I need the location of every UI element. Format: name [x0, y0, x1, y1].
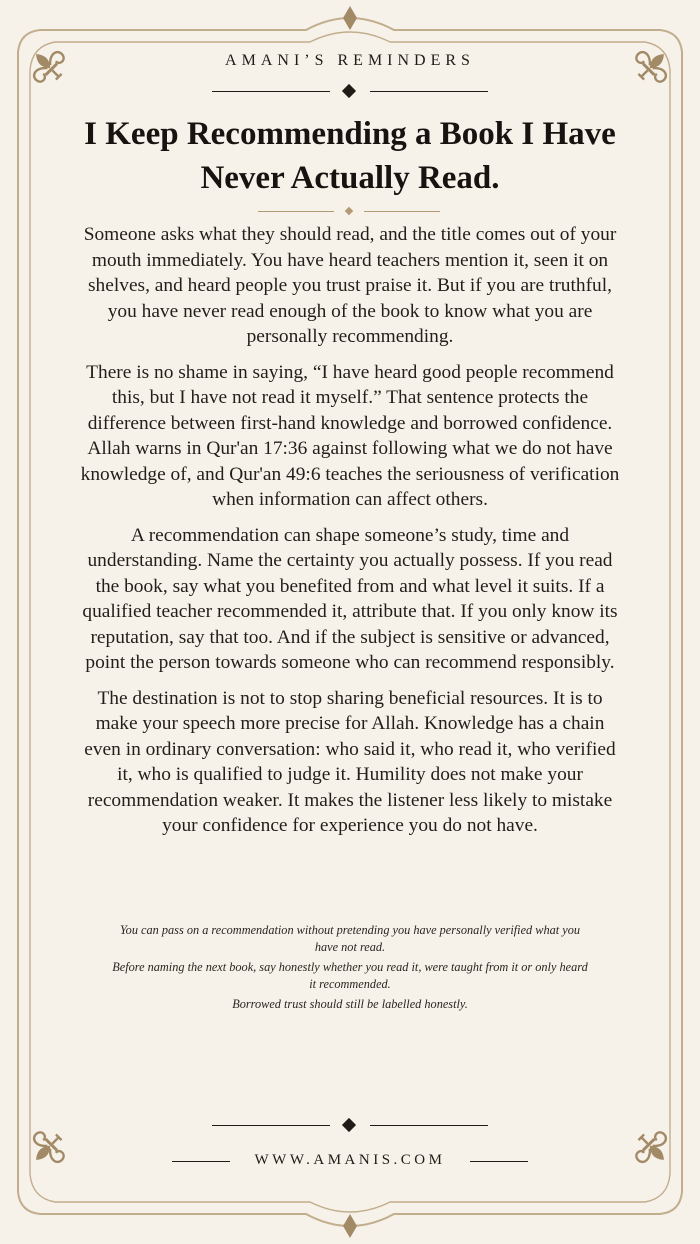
paragraph: A recommendation can shape someone’s study, time and understanding. Name the certainty you actually possess. If you read the book, say what you benefited from and what level it suits. If a qualified teacher recommended it, attribute that. If you only know its reputation, say that too. And if the subject is sensitive or advanced, point the person towards someone who can recommend responsibly.: [82, 524, 618, 673]
closing-notes: [110, 922, 590, 1016]
page-title: I Keep Recommending a Book I Have Never Actually Read.: [84, 116, 616, 196]
note: Borrowed trust should still be labelled honestly.: [232, 997, 468, 1011]
paragraph: There is no shame in saying, “I have heard good people recommend this, but I have not read it myself.” That sentence protects the difference between first-hand knowledge and borrowed confidence. Allah warns in Qur'an 17:36 against following what we do not have knowledge of, and Qur'an 49:6 teaches the seriousness of verification when information can affect others.: [80, 361, 620, 510]
footer-divider: [0, 1116, 700, 1136]
brand-name: AMANI’S REMINDERS: [225, 52, 475, 69]
website-url: WWW.AMANIS.COM: [254, 1152, 446, 1168]
paragraph: The destination is not to stop sharing beneficial resources. It is to make your speech more precise for Allah. Knowledge has a chain even in ordinary conversation: who said it, who read it, who verified it, who is qualified to judge it. Humility does not make your recommendation weaker. It makes the listener less likely to mistake your confidence for experience you do not have.: [84, 687, 616, 836]
diamond-icon: [342, 84, 356, 98]
diamond-icon: [345, 207, 353, 215]
note: You can pass on a recommendation without pretending you have personally verified what you have not read.: [119, 923, 581, 954]
paragraph: Someone asks what they should read, and the title comes out of your mouth immediately. You have heard teachers mention it, seen it on shelves, and heard people you trust praise it. But if you are truthful, you have never read enough of the book to know what you are personally recommending.: [83, 224, 617, 347]
title-divider: [0, 204, 700, 218]
diamond-icon: [342, 1118, 356, 1132]
article-body: [80, 222, 620, 849]
note: Before naming the next book, say honestly whether you read it, were taught from it or only heard it recommended.: [112, 960, 588, 991]
header-divider: [0, 82, 700, 102]
